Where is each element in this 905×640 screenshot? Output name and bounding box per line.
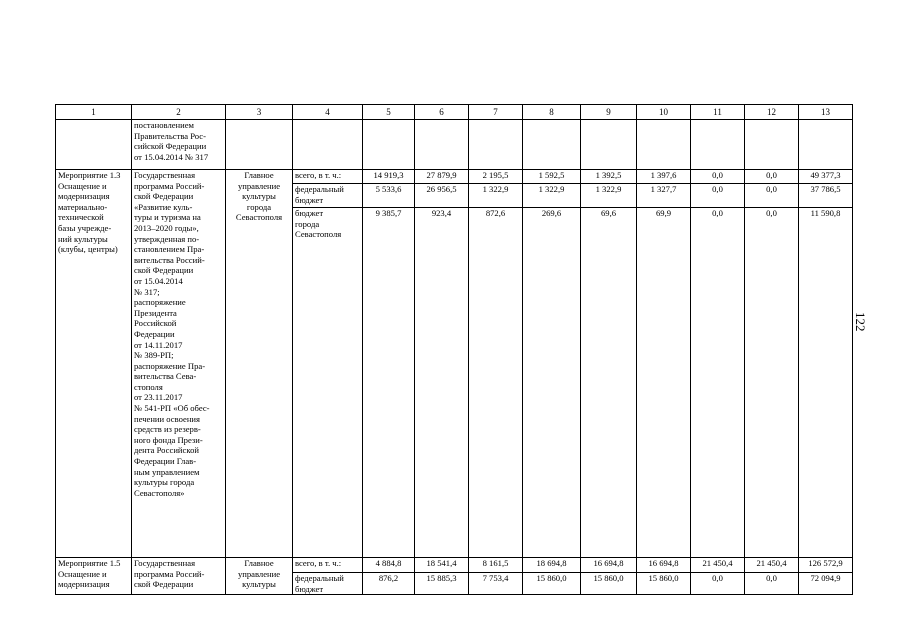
text-line: Оснащение и — [58, 180, 107, 191]
column-header: 7 — [469, 105, 523, 120]
text-line: «Развитие куль- — [134, 201, 193, 212]
text-line: программа Россий- — [134, 568, 205, 579]
text-line: стополя — [134, 381, 163, 392]
measure-1-3-executor — [226, 170, 293, 558]
text-line: бюджет — [295, 194, 324, 205]
text-line: ным управлением — [134, 466, 200, 477]
text-line: Севастополя — [235, 212, 283, 223]
value-cell: 9 385,7 — [363, 208, 415, 558]
text-line: сийской Федерации — [134, 141, 207, 152]
column-header: 9 — [581, 105, 637, 120]
column-header: 1 — [56, 105, 132, 120]
value-cell: 15 860,0 — [523, 573, 581, 595]
text-line: Мероприятие 1.3 — [58, 170, 121, 180]
text-line: культуры города — [134, 477, 195, 488]
value-cell: 49 377,3 — [799, 170, 853, 184]
value-cell: 0,0 — [691, 170, 745, 184]
text-line: ской Федерации — [134, 579, 194, 590]
value-cell: 18 694,8 — [523, 558, 581, 573]
value-cell: 18 541,4 — [415, 558, 469, 573]
value-cell: 5 533,6 — [363, 184, 415, 208]
value-cell: 37 786,5 — [799, 184, 853, 208]
value-cell: 0,0 — [691, 208, 745, 558]
value-cell: 11 590,8 — [799, 208, 853, 558]
value-cell: 1 592,5 — [523, 170, 581, 184]
text-line: Государственная — [134, 170, 196, 180]
value-cell: 872,6 — [469, 208, 523, 558]
text-line: от 23.11.2017 — [134, 392, 183, 403]
table-row — [56, 558, 853, 573]
column-header: 5 — [363, 105, 415, 120]
text-line: Правительства Рос- — [134, 130, 206, 141]
text-line: бюджет — [295, 583, 324, 594]
column-header: 11 — [691, 105, 745, 120]
text-line: Федерации Глав- — [134, 456, 197, 467]
value-cell: 8 161,5 — [469, 558, 523, 573]
value-cell: 21 450,4 — [745, 558, 799, 573]
value-cell: 1 327,7 — [637, 184, 691, 208]
text-line: вительства Россий- — [134, 254, 205, 265]
value-cell: 4 884,8 — [363, 558, 415, 573]
value-cell: 269,6 — [523, 208, 581, 558]
text-line: материально- — [58, 201, 108, 212]
text-line: средств из резерв- — [134, 424, 201, 435]
text-line: Севастополя» — [134, 487, 185, 498]
text-line: Мероприятие 1.5 — [58, 558, 121, 568]
text-line: ний культуры — [58, 233, 108, 244]
text-line: 2013–2020 годы», — [134, 222, 199, 233]
value-cell: 876,2 — [363, 573, 415, 595]
funding-source-label — [293, 573, 363, 595]
text-line: (клубы, центры) — [58, 244, 118, 255]
value-cell: 1 392,5 — [581, 170, 637, 184]
value-cell: 0,0 — [691, 573, 745, 595]
funding-source-label — [293, 170, 363, 184]
column-header: 13 — [799, 105, 853, 120]
text-line: вительства Сева- — [134, 371, 197, 382]
value-cell: 21 450,4 — [691, 558, 745, 573]
value-cell: 0,0 — [745, 208, 799, 558]
value-cell: 0,0 — [745, 170, 799, 184]
text-line: модернизация — [58, 579, 110, 590]
column-header: 3 — [226, 105, 293, 120]
text-line: постановлением — [134, 120, 194, 130]
value-cell: 1 397,6 — [637, 170, 691, 184]
text-line: Президента — [134, 307, 177, 318]
value-cell: 16 694,8 — [581, 558, 637, 573]
text-line: ного фонда Прези- — [134, 434, 203, 445]
value-cell: 126 572,9 — [799, 558, 853, 573]
text-line: Главное — [244, 170, 274, 180]
funding-source-label — [293, 208, 363, 558]
measure-1-5-name — [56, 558, 132, 595]
text-line: Севастополя — [295, 229, 342, 240]
text-line: от 15.04.2014 № 317 — [134, 151, 209, 162]
value-cell: 0,0 — [691, 184, 745, 208]
text-line: печении освоения — [134, 413, 200, 424]
text-line: ской Федерации — [134, 191, 194, 202]
value-cell: 15 860,0 — [581, 573, 637, 595]
text-line: туры и туризма на — [134, 212, 201, 223]
text-line: культуры — [242, 579, 276, 590]
column-header: 2 — [132, 105, 226, 120]
text-line: модернизация — [58, 191, 110, 202]
column-header: 4 — [293, 105, 363, 120]
text-line: Федерации — [134, 328, 175, 339]
text-line: бюджет — [295, 208, 324, 218]
cont-program-text — [132, 120, 226, 170]
text-line: всего, в т. ч.: — [295, 170, 342, 180]
value-cell: 15 885,3 — [415, 573, 469, 595]
value-cell: 69,9 — [637, 208, 691, 558]
text-line: города — [246, 201, 272, 212]
text-line: Главное — [244, 558, 274, 568]
value-cell: 26 956,5 — [415, 184, 469, 208]
measure-1-3-program — [132, 170, 226, 558]
text-line: технической — [58, 212, 104, 223]
value-cell: 1 322,9 — [469, 184, 523, 208]
column-header: 12 — [745, 105, 799, 120]
measure-1-5-executor — [226, 558, 293, 595]
text-line: Оснащение и — [58, 568, 107, 579]
column-header: 6 — [415, 105, 469, 120]
value-cell: 7 753,4 — [469, 573, 523, 595]
text-line: № 541-РП «Об обес- — [134, 403, 210, 414]
text-line: дента Российской — [134, 445, 199, 456]
text-line: города — [295, 218, 320, 229]
text-line: программа Россий- — [134, 180, 205, 191]
value-cell: 27 879,9 — [415, 170, 469, 184]
text-line: становлением Пра- — [134, 244, 205, 255]
text-line: федеральный — [295, 573, 344, 583]
text-line: от 14.11.2017 — [134, 339, 183, 350]
funding-source-label — [293, 184, 363, 208]
text-line: управление — [237, 568, 281, 579]
funding-source-label — [293, 558, 363, 573]
text-line: № 389-РП; — [134, 350, 174, 361]
value-cell: 1 322,9 — [523, 184, 581, 208]
table-row-continuation — [56, 120, 853, 170]
value-cell: 16 694,8 — [637, 558, 691, 573]
text-line: базы учрежде- — [58, 222, 112, 233]
value-cell: 69,6 — [581, 208, 637, 558]
measure-1-5-program — [132, 558, 226, 595]
budget-table — [55, 104, 853, 595]
value-cell: 72 094,9 — [799, 573, 853, 595]
value-cell: 15 860,0 — [637, 573, 691, 595]
value-cell: 0,0 — [745, 184, 799, 208]
value-cell: 0,0 — [745, 573, 799, 595]
value-cell: 2 195,5 — [469, 170, 523, 184]
value-cell: 14 919,3 — [363, 170, 415, 184]
page-number: 122 — [853, 312, 868, 332]
text-line: от 15.04.2014 — [134, 275, 183, 286]
text-line: распоряжение — [134, 297, 186, 308]
column-header: 10 — [637, 105, 691, 120]
text-line: всего, в т. ч.: — [295, 558, 342, 568]
text-line: Российской — [134, 318, 177, 329]
measure-1-3-name — [56, 170, 132, 558]
column-header: 8 — [523, 105, 581, 120]
text-line: федеральный — [295, 184, 344, 194]
text-line: ской Федерации — [134, 265, 194, 276]
text-line: утвержденная по- — [134, 233, 200, 244]
text-line: распоряжение Пра- — [134, 360, 206, 371]
value-cell: 1 322,9 — [581, 184, 637, 208]
text-line: управление — [237, 180, 281, 191]
table-row — [56, 170, 853, 184]
text-line: Государственная — [134, 558, 196, 568]
text-line: культуры — [242, 191, 276, 202]
header-row — [56, 105, 853, 120]
value-cell: 923,4 — [415, 208, 469, 558]
text-line: № 317; — [134, 286, 160, 297]
